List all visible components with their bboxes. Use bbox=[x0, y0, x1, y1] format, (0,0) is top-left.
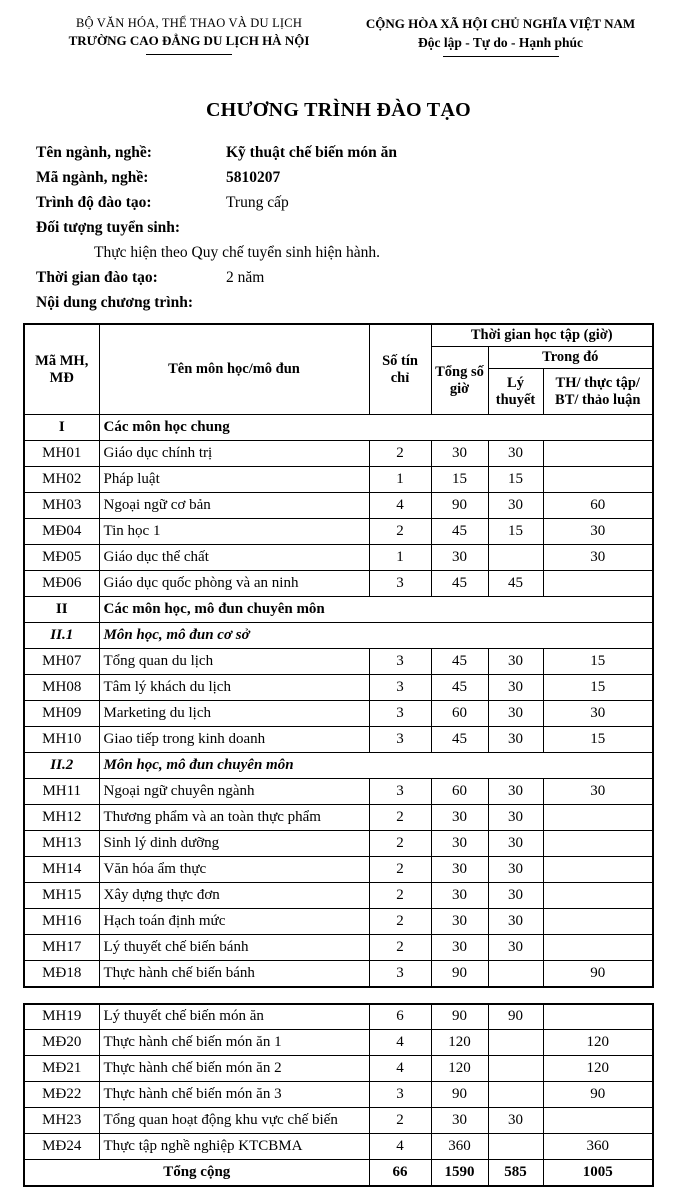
credits-cell: 3 bbox=[369, 1082, 431, 1108]
field-value-training-level: Trung cấp bbox=[226, 194, 289, 211]
total-hours-cell: 45 bbox=[431, 571, 488, 597]
field-row-major-name bbox=[36, 140, 657, 165]
letterhead bbox=[30, 16, 653, 57]
total-practice-cell: 1005 bbox=[543, 1160, 653, 1186]
practice-hours-cell: 120 bbox=[543, 1030, 653, 1056]
section-row bbox=[24, 415, 653, 441]
field-row-major-code bbox=[36, 165, 657, 190]
total-hours-cell: 60 bbox=[431, 701, 488, 727]
practice-hours-cell: 30 bbox=[543, 779, 653, 805]
field-label: Trình độ đào tạo: bbox=[36, 194, 152, 211]
total-hours-cell: 90 bbox=[431, 493, 488, 519]
course-code-cell: MH14 bbox=[24, 857, 99, 883]
theory-hours-cell: 30 bbox=[488, 1108, 543, 1134]
total-hours-cell: 30 bbox=[431, 545, 488, 571]
col-header-name: Tên môn học/mô đun bbox=[99, 324, 369, 415]
practice-hours-cell bbox=[543, 1004, 653, 1030]
course-name-cell: Xây dựng thực đơn bbox=[99, 883, 369, 909]
table-row bbox=[24, 883, 653, 909]
course-name-cell: Tổng quan hoạt động khu vực chế biến bbox=[99, 1108, 369, 1134]
theory-hours-cell: 30 bbox=[488, 493, 543, 519]
practice-hours-cell bbox=[543, 883, 653, 909]
col-header-code: Mã MH, MĐ bbox=[24, 324, 99, 415]
table-row bbox=[24, 675, 653, 701]
org-underline bbox=[146, 54, 232, 55]
total-hours-cell: 90 bbox=[431, 1082, 488, 1108]
credits-cell: 6 bbox=[369, 1004, 431, 1030]
course-code-cell: MH01 bbox=[24, 441, 99, 467]
total-hours-cell: 30 bbox=[431, 909, 488, 935]
slogan-underline bbox=[443, 56, 559, 57]
course-code-cell: MH15 bbox=[24, 883, 99, 909]
credits-cell: 2 bbox=[369, 1108, 431, 1134]
credits-cell: 2 bbox=[369, 805, 431, 831]
course-code-cell: MH02 bbox=[24, 467, 99, 493]
credits-cell: 4 bbox=[369, 1030, 431, 1056]
table-row bbox=[24, 701, 653, 727]
admission-note-row bbox=[36, 240, 657, 265]
course-code-cell: MH03 bbox=[24, 493, 99, 519]
section-title-cell: Môn học, mô đun chuyên môn bbox=[99, 753, 653, 779]
course-name-cell: Thực hành chế biến món ăn 2 bbox=[99, 1056, 369, 1082]
section-code-cell: I bbox=[24, 415, 99, 441]
theory-hours-cell: 30 bbox=[488, 701, 543, 727]
table-row bbox=[24, 519, 653, 545]
theory-hours-cell bbox=[488, 1134, 543, 1160]
total-label-cell: Tổng cộng bbox=[24, 1160, 369, 1186]
field-label: Nội dung chương trình: bbox=[36, 294, 193, 311]
table-row bbox=[24, 1108, 653, 1134]
course-name-cell: Thực tập nghề nghiệp KTCBMA bbox=[99, 1134, 369, 1160]
credits-cell: 4 bbox=[369, 1134, 431, 1160]
practice-hours-cell bbox=[543, 441, 653, 467]
total-hours-cell: 30 bbox=[431, 857, 488, 883]
practice-hours-cell: 60 bbox=[543, 493, 653, 519]
credits-cell: 4 bbox=[369, 493, 431, 519]
credits-cell: 3 bbox=[369, 779, 431, 805]
practice-hours-cell: 15 bbox=[543, 649, 653, 675]
section-row bbox=[24, 597, 653, 623]
field-value-duration: 2 năm bbox=[226, 269, 265, 286]
table-row bbox=[24, 961, 653, 987]
theory-hours-cell: 30 bbox=[488, 883, 543, 909]
total-hours-cell: 45 bbox=[431, 649, 488, 675]
total-hours-cell: 30 bbox=[431, 831, 488, 857]
admission-note: Thực hiện theo Quy chế tuyển sinh hiện hành. bbox=[94, 244, 381, 261]
course-name-cell: Thương phẩm và an toàn thực phẩm bbox=[99, 805, 369, 831]
table-row bbox=[24, 727, 653, 753]
field-value-major-name: Kỹ thuật chế biến món ăn bbox=[226, 144, 397, 161]
section-title-cell: Các môn học chung bbox=[99, 415, 653, 441]
field-row-training-level bbox=[36, 190, 657, 215]
practice-hours-cell: 15 bbox=[543, 675, 653, 701]
theory-hours-cell: 90 bbox=[488, 1004, 543, 1030]
ministry-name: BỘ VĂN HÓA, THỂ THAO VÀ DU LỊCH bbox=[75, 16, 303, 30]
total-hours-cell: 45 bbox=[431, 727, 488, 753]
school-name: TRƯỜNG CAO ĐẲNG DU LỊCH HÀ NỘI bbox=[68, 33, 310, 48]
section-row bbox=[24, 753, 653, 779]
course-code-cell: MĐ04 bbox=[24, 519, 99, 545]
course-name-cell: Thực hành chế biến bánh bbox=[99, 961, 369, 987]
total-hours-sum-cell: 1590 bbox=[431, 1160, 488, 1186]
table-row bbox=[24, 935, 653, 961]
credits-cell: 2 bbox=[369, 909, 431, 935]
theory-hours-cell: 30 bbox=[488, 935, 543, 961]
total-hours-cell: 90 bbox=[431, 961, 488, 987]
section-code-cell: II.1 bbox=[24, 623, 99, 649]
course-code-cell: MH08 bbox=[24, 675, 99, 701]
national-header-block bbox=[348, 16, 653, 57]
course-name-cell: Thực hành chế biến món ăn 3 bbox=[99, 1082, 369, 1108]
theory-hours-cell: 45 bbox=[488, 571, 543, 597]
col-header-detail-group: Trong đó bbox=[488, 347, 653, 369]
course-name-cell: Tâm lý khách du lịch bbox=[99, 675, 369, 701]
national-slogan: Độc lập - Tự do - Hạnh phúc bbox=[417, 35, 584, 50]
field-row-admission-target bbox=[36, 215, 657, 240]
practice-hours-cell: 15 bbox=[543, 727, 653, 753]
theory-hours-cell: 30 bbox=[488, 779, 543, 805]
table-row bbox=[24, 493, 653, 519]
table-row bbox=[24, 571, 653, 597]
theory-hours-cell bbox=[488, 545, 543, 571]
practice-hours-cell: 120 bbox=[543, 1056, 653, 1082]
course-code-cell: MH12 bbox=[24, 805, 99, 831]
theory-hours-cell: 30 bbox=[488, 441, 543, 467]
credits-cell: 3 bbox=[369, 961, 431, 987]
practice-hours-cell: 90 bbox=[543, 961, 653, 987]
total-hours-cell: 30 bbox=[431, 1108, 488, 1134]
curriculum-table-header bbox=[24, 324, 653, 415]
theory-hours-cell: 30 bbox=[488, 909, 543, 935]
course-name-cell: Marketing du lịch bbox=[99, 701, 369, 727]
course-code-cell: MH16 bbox=[24, 909, 99, 935]
course-name-cell: Tổng quan du lịch bbox=[99, 649, 369, 675]
field-value-major-code: 5810207 bbox=[226, 169, 281, 186]
col-header-practice: TH/ thực tập/ BT/ thảo luận bbox=[543, 369, 653, 415]
field-label: Thời gian đào tạo: bbox=[36, 269, 158, 286]
table-row bbox=[24, 909, 653, 935]
table-row bbox=[24, 467, 653, 493]
course-name-cell: Giao tiếp trong kinh doanh bbox=[99, 727, 369, 753]
course-code-cell: MH19 bbox=[24, 1004, 99, 1030]
theory-hours-cell: 30 bbox=[488, 805, 543, 831]
credits-cell: 3 bbox=[369, 571, 431, 597]
theory-hours-cell bbox=[488, 1030, 543, 1056]
course-name-cell: Giáo dục thể chất bbox=[99, 545, 369, 571]
course-name-cell: Giáo dục quốc phòng và an ninh bbox=[99, 571, 369, 597]
table-row bbox=[24, 857, 653, 883]
course-name-cell: Lý thuyết chế biến bánh bbox=[99, 935, 369, 961]
practice-hours-cell: 30 bbox=[543, 701, 653, 727]
course-code-cell: MĐ22 bbox=[24, 1082, 99, 1108]
theory-hours-cell bbox=[488, 1082, 543, 1108]
credits-cell: 3 bbox=[369, 701, 431, 727]
col-header-credits: Số tín chỉ bbox=[369, 324, 431, 415]
issuing-org-block bbox=[30, 16, 348, 57]
course-name-cell: Giáo dục chính trị bbox=[99, 441, 369, 467]
course-code-cell: MĐ24 bbox=[24, 1134, 99, 1160]
credits-cell: 2 bbox=[369, 441, 431, 467]
col-header-time-group: Thời gian học tập (giờ) bbox=[431, 324, 653, 347]
course-name-cell: Hạch toán định mức bbox=[99, 909, 369, 935]
practice-hours-cell bbox=[543, 467, 653, 493]
section-title-cell: Các môn học, mô đun chuyên môn bbox=[99, 597, 653, 623]
total-hours-cell: 30 bbox=[431, 441, 488, 467]
metadata-section bbox=[36, 140, 657, 315]
theory-hours-cell: 30 bbox=[488, 857, 543, 883]
course-name-cell: Ngoại ngữ chuyên ngành bbox=[99, 779, 369, 805]
curriculum-table-1 bbox=[23, 323, 654, 988]
section-code-cell: II bbox=[24, 597, 99, 623]
course-name-cell: Pháp luật bbox=[99, 467, 369, 493]
credits-cell: 4 bbox=[369, 1056, 431, 1082]
course-code-cell: MĐ20 bbox=[24, 1030, 99, 1056]
field-row-duration bbox=[36, 265, 657, 290]
total-hours-cell: 45 bbox=[431, 675, 488, 701]
credits-cell: 2 bbox=[369, 883, 431, 909]
practice-hours-cell bbox=[543, 571, 653, 597]
section-code-cell: II.2 bbox=[24, 753, 99, 779]
credits-cell: 1 bbox=[369, 467, 431, 493]
practice-hours-cell bbox=[543, 805, 653, 831]
total-hours-cell: 120 bbox=[431, 1056, 488, 1082]
field-label: Tên ngành, nghề: bbox=[36, 144, 152, 161]
credits-cell: 2 bbox=[369, 519, 431, 545]
course-name-cell: Sinh lý dinh dưỡng bbox=[99, 831, 369, 857]
total-hours-cell: 120 bbox=[431, 1030, 488, 1056]
total-hours-cell: 30 bbox=[431, 805, 488, 831]
course-code-cell: MH10 bbox=[24, 727, 99, 753]
table-row bbox=[24, 831, 653, 857]
course-code-cell: MH23 bbox=[24, 1108, 99, 1134]
field-label: Đối tượng tuyển sinh: bbox=[36, 219, 181, 236]
credits-cell: 3 bbox=[369, 649, 431, 675]
practice-hours-cell bbox=[543, 1108, 653, 1134]
theory-hours-cell: 30 bbox=[488, 675, 543, 701]
table-row bbox=[24, 779, 653, 805]
course-code-cell: MH13 bbox=[24, 831, 99, 857]
table-row bbox=[24, 1134, 653, 1160]
theory-hours-cell bbox=[488, 1056, 543, 1082]
page-title: CHƯƠNG TRÌNH ĐÀO TẠO bbox=[205, 99, 472, 121]
section-title-cell: Môn học, mô đun cơ sở bbox=[99, 623, 653, 649]
practice-hours-cell bbox=[543, 935, 653, 961]
table-row bbox=[24, 1030, 653, 1056]
course-code-cell: MH11 bbox=[24, 779, 99, 805]
course-code-cell: MH09 bbox=[24, 701, 99, 727]
total-row bbox=[24, 1160, 653, 1186]
practice-hours-cell bbox=[543, 857, 653, 883]
total-hours-cell: 30 bbox=[431, 883, 488, 909]
table-row bbox=[24, 1082, 653, 1108]
course-name-cell: Lý thuyết chế biến món ăn bbox=[99, 1004, 369, 1030]
credits-cell: 2 bbox=[369, 831, 431, 857]
col-header-total-hours: Tổng số giờ bbox=[431, 347, 488, 415]
practice-hours-cell: 360 bbox=[543, 1134, 653, 1160]
practice-hours-cell: 30 bbox=[543, 519, 653, 545]
course-name-cell: Tin học 1 bbox=[99, 519, 369, 545]
total-hours-cell: 15 bbox=[431, 467, 488, 493]
course-code-cell: MĐ18 bbox=[24, 961, 99, 987]
theory-hours-cell: 15 bbox=[488, 467, 543, 493]
course-code-cell: MĐ06 bbox=[24, 571, 99, 597]
credits-cell: 3 bbox=[369, 675, 431, 701]
table-row bbox=[24, 1004, 653, 1030]
credits-cell: 2 bbox=[369, 857, 431, 883]
course-name-cell: Ngoại ngữ cơ bản bbox=[99, 493, 369, 519]
practice-hours-cell bbox=[543, 831, 653, 857]
course-code-cell: MĐ05 bbox=[24, 545, 99, 571]
total-credits-cell: 66 bbox=[369, 1160, 431, 1186]
credits-cell: 2 bbox=[369, 935, 431, 961]
course-code-cell: MH07 bbox=[24, 649, 99, 675]
credits-cell: 1 bbox=[369, 545, 431, 571]
course-name-cell: Thực hành chế biến món ăn 1 bbox=[99, 1030, 369, 1056]
practice-hours-cell: 30 bbox=[543, 545, 653, 571]
total-hours-cell: 360 bbox=[431, 1134, 488, 1160]
course-code-cell: MH17 bbox=[24, 935, 99, 961]
national-motto: CỘNG HÒA XÃ HỘI CHỦ NGHĨA VIỆT NAM bbox=[365, 16, 636, 31]
table-row bbox=[24, 545, 653, 571]
practice-hours-cell: 90 bbox=[543, 1082, 653, 1108]
theory-hours-cell bbox=[488, 961, 543, 987]
total-hours-cell: 60 bbox=[431, 779, 488, 805]
theory-hours-cell: 30 bbox=[488, 831, 543, 857]
field-label: Mã ngành, nghề: bbox=[36, 169, 149, 186]
total-hours-cell: 30 bbox=[431, 935, 488, 961]
theory-hours-cell: 15 bbox=[488, 519, 543, 545]
total-hours-cell: 45 bbox=[431, 519, 488, 545]
theory-hours-cell: 30 bbox=[488, 649, 543, 675]
practice-hours-cell bbox=[543, 909, 653, 935]
credits-cell: 3 bbox=[369, 727, 431, 753]
theory-hours-cell: 30 bbox=[488, 727, 543, 753]
course-code-cell: MĐ21 bbox=[24, 1056, 99, 1082]
total-theory-cell: 585 bbox=[488, 1160, 543, 1186]
table-row bbox=[24, 649, 653, 675]
table-row bbox=[24, 805, 653, 831]
course-name-cell: Văn hóa ẩm thực bbox=[99, 857, 369, 883]
table-row bbox=[24, 1056, 653, 1082]
col-header-theory: Lý thuyết bbox=[488, 369, 543, 415]
total-hours-cell: 90 bbox=[431, 1004, 488, 1030]
curriculum-table-2 bbox=[23, 1003, 654, 1187]
field-row-program-content bbox=[36, 290, 657, 315]
section-row bbox=[24, 623, 653, 649]
table-row bbox=[24, 441, 653, 467]
